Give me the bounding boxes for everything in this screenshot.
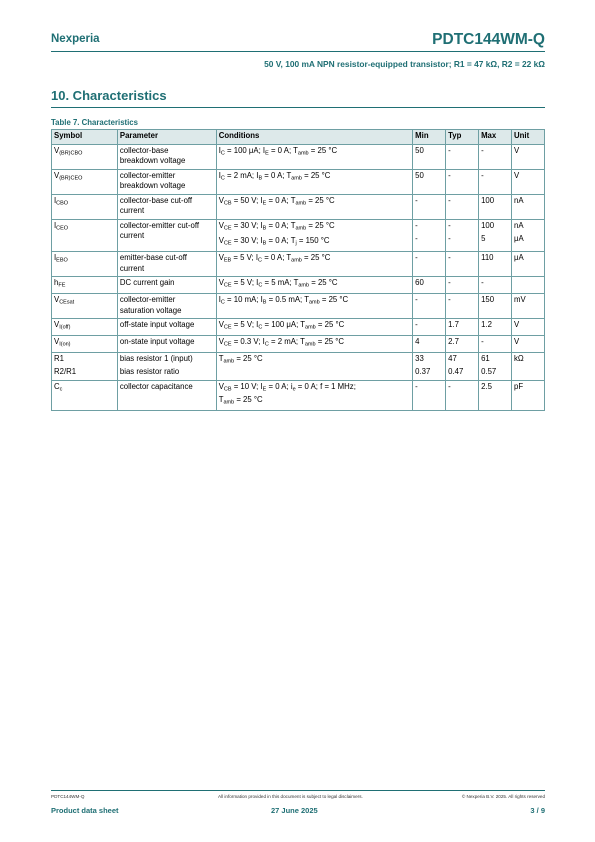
value-text: - [415,195,418,205]
parameter-text: breakdown voltage [119,156,186,165]
condition-text: V [218,236,224,245]
max-cell [479,169,512,194]
condition-text: I [218,145,221,155]
condition-text: V [218,381,224,391]
condition-subscript: amb [297,150,309,156]
condition-subscript: amb [305,324,316,331]
conditions-cell [216,319,412,336]
symbol-subscript: (BR)CEO [59,175,83,181]
column-header: Unit [512,130,545,145]
unit-cell [512,353,545,381]
typ-cell [446,380,479,410]
condition-text: V [218,195,224,205]
condition-text: = 5 V; I [231,278,259,287]
value-text: 33 [415,354,424,363]
parameter-text: collector-base cut-off [119,195,193,205]
value-text: - [448,145,451,155]
value-text: nA [514,220,524,230]
condition-subscript: amb [291,175,302,181]
condition-subscript: amb [291,257,302,264]
symbol-subscript: (BR)CBO [59,150,83,156]
symbol-cell [52,380,118,410]
parameter-cell [117,194,216,219]
value-text: - [415,295,418,304]
value-text: 100 [481,195,495,205]
table-body [52,144,545,410]
parameter-cell [117,144,216,169]
value-text: 0.47 [448,367,464,376]
min-cell [413,169,446,194]
unit-cell [512,194,545,219]
condition-subscript: amb [295,200,307,206]
symbol-text: V [54,337,60,346]
value-text: V [514,145,520,155]
symbol-subscript: c [59,386,63,392]
symbol-cell [52,319,118,336]
unit-cell [512,144,545,169]
condition-text: = 0.3 V; I [231,337,265,346]
value-text: 100 [481,220,495,230]
condition-line [219,278,410,291]
table-row [52,277,545,294]
value-text: 0.57 [481,367,497,376]
parameter-text: current [119,263,145,273]
footer-rule [51,790,545,791]
condition-text: I [218,170,221,180]
condition-text: = 25 °C [301,253,331,262]
symbol-text: V [54,295,60,304]
table-row [52,169,545,194]
condition-subscript: C [258,282,263,289]
condition-line [219,320,410,333]
symbol-text: I [54,253,57,262]
condition-line [219,354,410,367]
document-subtitle: 50 V, 100 mA NPN resistor-equipped transistor; R1 = 47 kΩ, R2 = 22 kΩ [264,59,545,69]
min-cell [413,336,446,353]
condition-text: = 2 mA; I [224,170,259,180]
condition-subscript: CE [223,282,232,289]
typ-cell [446,319,479,336]
value-text: 0.37 [415,367,431,376]
condition-subscript: CE [223,341,232,348]
column-header: Conditions [216,130,412,145]
value-text: - [448,253,451,262]
table-row [52,144,545,169]
condition-text: = 25 °C [301,170,331,180]
typ-cell [446,353,479,381]
symbol-text: V [54,170,60,180]
condition-text: = 0 A; T [266,236,296,245]
symbol-cell [52,169,118,194]
condition-subscript: C [220,150,225,156]
parameter-text: collector-emitter [119,170,176,180]
table-row [52,194,545,219]
max-cell [479,353,512,381]
value-text: 2.7 [448,337,459,346]
symbol-text: h [54,278,59,287]
symbol-text: R2/R1 [54,367,77,376]
value-text: 60 [415,278,424,287]
unit-cell [512,219,545,252]
min-cell [413,294,446,319]
condition-subscript: B [262,299,267,306]
value-text: - [448,220,451,230]
condition-text: V [218,278,224,287]
value-text: μA [514,253,524,262]
condition-subscript: C [264,341,269,348]
condition-text: = 25 °C [234,354,263,363]
condition-text: = 150 °C [296,236,330,245]
condition-subscript: CB [223,200,232,206]
condition-text: = 0 A; T [268,145,298,155]
symbol-subscript: I(on) [59,341,71,348]
min-cell [413,219,446,252]
condition-subscript: B [262,240,267,247]
value-text: 47 [448,354,457,363]
condition-line [219,295,410,308]
condition-text: = 50 V; I [231,195,263,205]
symbol-subscript: I(off) [59,324,71,331]
conditions-cell [216,194,412,219]
condition-subscript: amb [298,282,310,289]
unit-cell [512,380,545,410]
value-text: mV [514,295,526,304]
conditions-cell [216,252,412,277]
unit-cell [512,319,545,336]
symbol-subscript: EBO [56,257,68,264]
conditions-cell [216,144,412,169]
typ-cell [446,336,479,353]
parameter-cell [117,169,216,194]
condition-subscript: C [220,175,225,181]
symbol-cell [52,294,118,319]
condition-subscript: E [262,200,267,206]
max-cell [479,336,512,353]
conditions-cell [216,277,412,294]
value-text: 1.7 [448,320,459,329]
condition-text: = 5 V; I [231,253,259,262]
typ-cell [446,294,479,319]
condition-subscript: E [265,150,269,156]
condition-subscript: CE [223,225,232,231]
parameter-text: bias resistor 1 (input) [119,354,193,363]
value-text: kΩ [514,354,524,363]
value-text: - [448,295,451,304]
condition-text: = 0.5 mA; T [266,295,309,304]
parameter-text: collector-base [119,145,169,155]
condition-text: T [218,394,224,404]
table-caption: Table 7. Characteristics [51,118,138,127]
condition-subscript: B [262,225,267,231]
symbol-text: I [54,195,57,205]
table-row [52,380,545,410]
condition-text: = 25 °C [315,320,345,329]
parameter-text: breakdown voltage [119,181,186,190]
condition-subscript: CB [223,386,232,392]
condition-text: V [218,337,224,346]
min-cell [413,252,446,277]
table-row [52,336,545,353]
typ-cell [446,144,479,169]
condition-text: V [218,253,224,262]
parameter-cell [117,380,216,410]
condition-subscript: CE [223,324,232,331]
table-header-row [52,130,545,145]
condition-text: = 100 μA; T [262,320,306,329]
value-text: μA [514,233,524,243]
min-cell [413,194,446,219]
condition-text: = 25 °C [319,295,349,304]
column-header: Max [479,130,512,145]
condition-text: = 0 A; T [262,170,292,180]
value-text: - [448,381,451,391]
condition-line [219,253,410,266]
footer-date: 27 June 2025 [271,806,318,815]
condition-subscript: amb [308,299,320,306]
symbol-cell [52,194,118,219]
condition-subscript: B [258,175,263,181]
value-text: - [415,253,418,262]
symbol-subscript: CBO [56,200,69,206]
symbol-cell [52,353,118,381]
parameter-text: collector-emitter cut-off [119,220,200,230]
condition-text: = 25 °C [309,278,338,287]
min-cell [413,277,446,294]
symbol-cell [52,252,118,277]
min-cell [413,353,446,381]
condition-subscript: amb [223,358,235,365]
table-row [52,219,545,252]
max-cell [479,219,512,252]
table-row [52,319,545,336]
value-text: - [415,233,418,243]
symbol-text: V [54,320,60,329]
value-text: 50 [415,145,424,155]
max-cell [479,319,512,336]
condition-text: I [218,295,221,304]
part-number: PDTC144WM-Q [432,31,545,48]
max-cell [479,252,512,277]
min-cell [413,144,446,169]
condition-text: = 25 °C [315,337,345,346]
footer-doc-type: Product data sheet [51,806,119,815]
condition-text: = 30 V; I [231,220,263,230]
condition-subscript: j [295,240,297,247]
value-text: - [415,320,418,329]
column-header: Symbol [52,130,118,145]
condition-subscript: C [258,257,263,264]
condition-line [219,382,410,395]
header-rule [51,51,545,52]
parameter-text: off-state input voltage [119,320,195,329]
typ-cell [446,277,479,294]
condition-text: = 0 A; T [262,253,292,262]
min-cell [413,380,446,410]
condition-text: = 25 °C [308,145,338,155]
column-header: Parameter [117,130,216,145]
parameter-text: saturation voltage [119,305,182,315]
value-text: - [415,220,418,230]
condition-line [219,146,410,159]
condition-subscript: C [220,299,225,306]
parameter-text: collector capacitance [119,381,193,391]
condition-text: V [218,320,224,329]
parameter-cell [117,294,216,319]
condition-subscript: amb [223,399,235,405]
max-cell [479,277,512,294]
conditions-cell [216,380,412,410]
symbol-text: C [54,381,60,391]
max-cell [479,380,512,410]
conditions-cell [216,353,412,381]
value-text: - [481,145,484,155]
symbol-cell [52,336,118,353]
value-text: - [481,278,484,287]
min-cell [413,319,446,336]
conditions-cell [216,294,412,319]
value-text: 1.2 [481,320,492,329]
parameter-text: current [119,206,145,215]
brand-name: Nexperia [51,33,100,45]
condition-subscript: amb [295,225,307,231]
value-text: - [481,337,484,346]
condition-subscript: E [262,386,267,392]
symbol-text: V [54,145,60,155]
footer-copyright: © Nexperia B.V. 2025. All rights reserved [461,794,545,799]
value-text: 50 [415,170,424,180]
unit-cell [512,294,545,319]
value-text: 5 [481,233,486,243]
typ-cell [446,252,479,277]
condition-subscript: CE [223,240,232,247]
condition-text: = 10 V; I [231,381,263,391]
max-cell [479,194,512,219]
value-text: - [481,170,484,180]
symbol-subscript: FE [58,282,66,289]
footer-disclaimer: All information provided in this document is subject to legal disclaimers. [218,794,363,799]
condition-text: = 100 μA; I [224,145,266,155]
unit-cell [512,336,545,353]
table-row [52,252,545,277]
symbol-cell [52,219,118,252]
value-text: 150 [481,295,495,304]
value-text: 4 [415,337,420,346]
characteristics-table [51,129,545,411]
value-text: 61 [481,354,490,363]
value-text: - [448,170,451,180]
unit-cell [512,277,545,294]
condition-text: T [218,354,224,363]
value-text: 110 [481,253,494,262]
value-text: nA [514,195,524,205]
footer-doc-id: PDTC144WM-Q [51,794,85,799]
parameter-text: collector-emitter [119,295,176,304]
parameter-text: emitter-base cut-off [119,253,187,262]
condition-subscript: amb [304,341,316,348]
parameter-cell [117,319,216,336]
unit-cell [512,252,545,277]
value-text: V [514,320,520,329]
condition-subscript: EB [223,257,232,264]
value-text: - [448,233,451,243]
column-header: Min [413,130,446,145]
parameter-cell [117,336,216,353]
value-text: - [415,381,418,391]
table-row [52,294,545,319]
condition-subscript: e [292,386,296,392]
condition-text: = 0 A; i [266,381,293,391]
typ-cell [446,169,479,194]
value-text: V [514,170,520,180]
parameter-cell [117,219,216,252]
parameter-cell [117,353,216,381]
parameter-cell [117,252,216,277]
conditions-cell [216,219,412,252]
symbol-text: I [54,220,57,230]
column-header: Typ [446,130,479,145]
condition-line [219,196,410,209]
max-cell [479,144,512,169]
condition-text: = 5 V; I [231,320,259,329]
condition-text: = 5 mA; T [262,278,299,287]
value-text: 2.5 [481,381,492,391]
condition-text: = 0 A; T [266,220,296,230]
condition-text: = 0 A; T [266,195,296,205]
condition-text: = 25 °C [306,195,335,205]
value-text: - [448,195,451,205]
condition-line [219,337,410,350]
condition-text: = 0 A; f = 1 MHz; [295,381,356,391]
condition-subscript: C [258,324,263,331]
conditions-cell [216,336,412,353]
symbol-subscript: CEO [56,225,69,231]
typ-cell [446,219,479,252]
value-text: - [448,278,451,287]
typ-cell [446,194,479,219]
footer-page-number: 3 / 9 [530,806,545,815]
section-title: 10. Characteristics [51,88,167,103]
symbol-cell [52,277,118,294]
condition-text: = 25 °C [306,220,335,230]
symbol-subscript: CEsat [59,299,75,306]
max-cell [479,294,512,319]
condition-line [219,236,410,249]
condition-text: = 2 mA; T [268,337,305,346]
condition-line [219,171,410,184]
condition-text: = 25 °C [234,394,263,404]
condition-line [219,395,410,408]
condition-text: V [218,220,224,230]
value-text: V [514,337,520,346]
conditions-cell [216,169,412,194]
value-text: pF [514,381,524,391]
symbol-text: R1 [54,354,64,363]
unit-cell [512,169,545,194]
parameter-text: on-state input voltage [119,337,195,346]
parameter-text: bias resistor ratio [119,367,180,376]
condition-text: = 30 V; I [231,236,263,245]
symbol-cell [52,144,118,169]
parameter-text: DC current gain [119,278,175,287]
parameter-text: current [119,231,145,240]
condition-line [219,221,410,234]
condition-text: = 10 mA; I [224,295,263,304]
parameter-cell [117,277,216,294]
table-row [52,353,545,381]
section-rule [51,107,545,108]
